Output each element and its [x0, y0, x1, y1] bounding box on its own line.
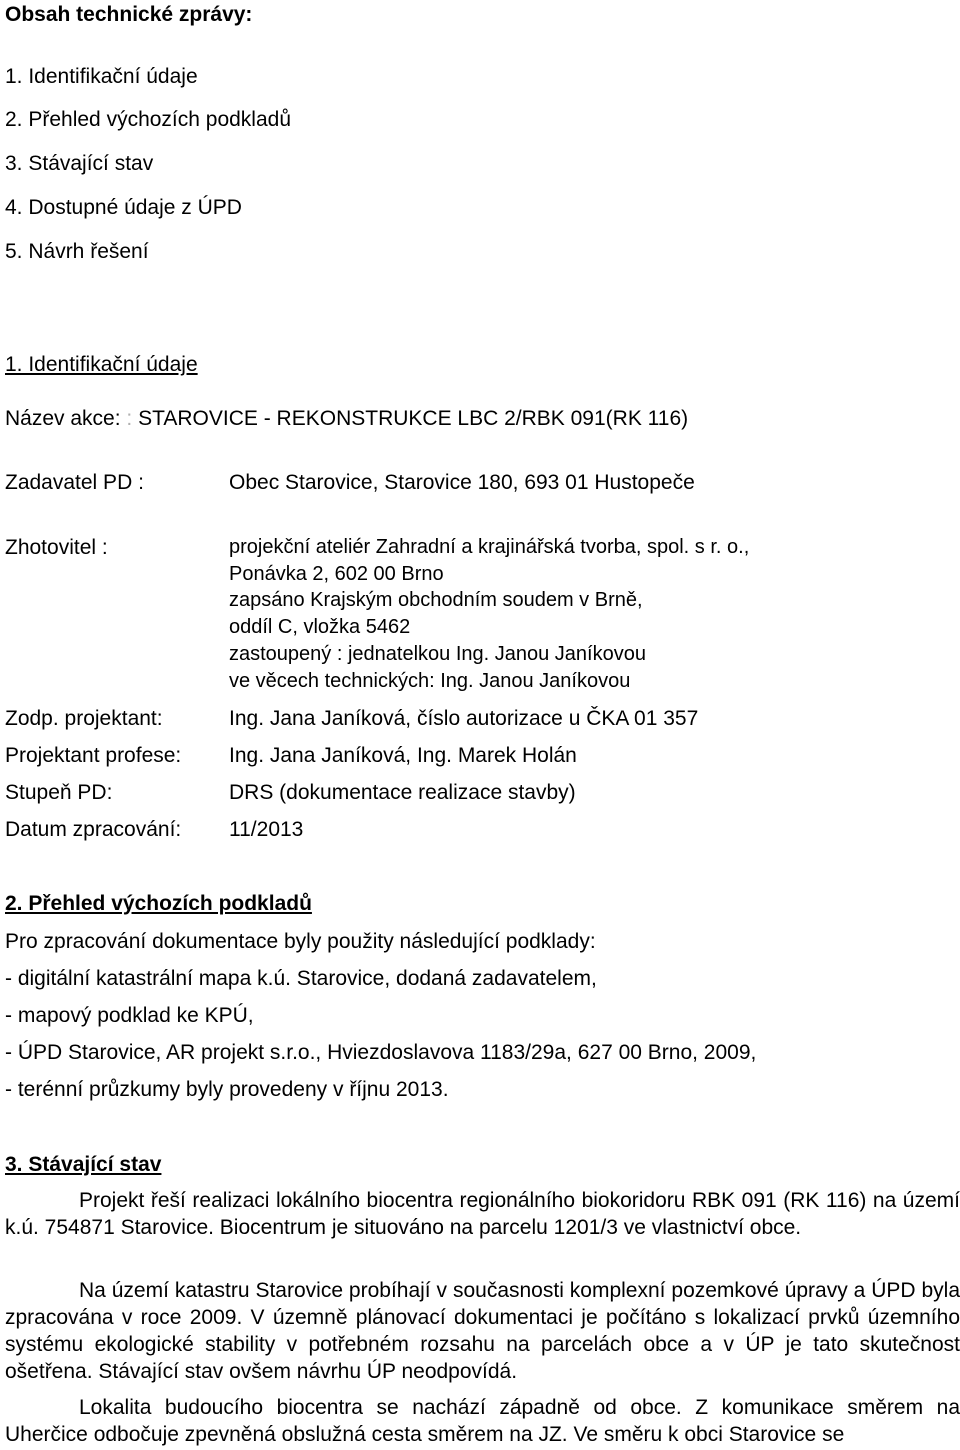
section2-title: 2. Přehled výchozích podkladů [5, 892, 312, 915]
toc-item-4: 4. Dostupné údaje z ÚPD [5, 196, 242, 219]
zhotovitel-line-2: Ponávka 2, 602 00 Brno [229, 563, 444, 585]
profese-value: Ing. Jana Janíková, Ing. Marek Holán [229, 744, 577, 767]
zhotovitel-label: Zhotovitel : [5, 536, 108, 559]
zhotovitel-line-1: projekční ateliér Zahradní a krajinářská tvorba, spol. s r. o., [229, 536, 750, 558]
profese-label: Projektant profese: [5, 744, 182, 767]
toc-item-3: 3. Stávající stav [5, 152, 154, 175]
zhotovitel-line-4: oddíl C, vložka 5462 [229, 616, 411, 638]
toc-item-1: 1. Identifikační údaje [5, 65, 198, 88]
section3-paragraph-2: Na území katastru Starovice probíhají v současnosti komplexní pozemkové úpravy a ÚPD byla zpracována v roce 2009. V územně plánovací dokumentaci je počítáno s lokalizací prvků územního systému ekologické stability v potřebném rozsahu na parcelách obce a v ÚP je tato skutečnost ošetřena. Stávající stav ovšem návrhu ÚP neodpovídá. [5, 1279, 960, 1383]
zodp-label: Zodp. projektant: [5, 707, 163, 730]
zadavatel-label: Zadavatel PD : [5, 471, 144, 494]
section3-paragraph-1: Projekt řeší realizaci lokálního biocentra regionálního biokoridoru RBK 091 (RK 116) na území k.ú. 754871 Starovice. Biocentrum je situováno na parcelu 1201/3 ve vlastnictví obce. [5, 1189, 960, 1239]
section1-title: 1. Identifikační údaje [5, 353, 198, 376]
zadavatel-value: Obec Starovice, Starovice 180, 693 01 Hustopeče [229, 471, 695, 494]
section2-intro: Pro zpracování dokumentace byly použity následující podklady: [5, 930, 596, 953]
source-item-4: - terénní průzkumy byly provedeny v říjnu 2013. [5, 1078, 449, 1101]
zodp-value: Ing. Jana Janíková, číslo autorizace u ČKA 01 357 [229, 707, 699, 730]
datum-label: Datum zpracování: [5, 818, 182, 841]
zhotovitel-line-6: ve věcech technických: Ing. Janou Janíkovou [229, 670, 631, 692]
section3-title: 3. Stávající stav [5, 1153, 162, 1176]
toc-item-5: 5. Návrh řešení [5, 240, 149, 263]
zhotovitel-line-3: zapsáno Krajským obchodním soudem v Brně, [229, 589, 643, 611]
source-item-3: - ÚPD Starovice, AR projekt s.r.o., Hviezdoslavova 1183/29a, 627 00 Brno, 2009, [5, 1041, 757, 1064]
stupen-value: DRS (dokumentace realizace stavby) [229, 781, 576, 804]
nazev-separator: : [126, 407, 133, 430]
nazev-row [5, 406, 688, 431]
nazev-label: Název akce: [5, 407, 121, 430]
stupen-label: Stupeň PD: [5, 781, 113, 804]
nazev-value: STAROVICE - REKONSTRUKCE LBC 2/RBK 091(RK 116) [138, 407, 689, 430]
toc-heading: Obsah technické zprávy: [5, 3, 253, 26]
toc-item-2: 2. Přehled výchozích podkladů [5, 108, 292, 131]
source-item-2: - mapový podklad ke KPÚ, [5, 1004, 254, 1027]
section3-paragraph-3: Lokalita budoucího biocentra se nachází západně od obce. Z komunikace směrem na Uherčice odbočuje zpevněná obslužná cesta směrem na JZ. Ve směru k obci Starovice se [5, 1396, 960, 1446]
zhotovitel-line-5: zastoupený : jednatelkou Ing. Janou Janíkovou [229, 643, 646, 665]
datum-value: 11/2013 [229, 818, 304, 841]
source-item-1: - digitální katastrální mapa k.ú. Starovice, dodaná zadavatelem, [5, 967, 597, 990]
